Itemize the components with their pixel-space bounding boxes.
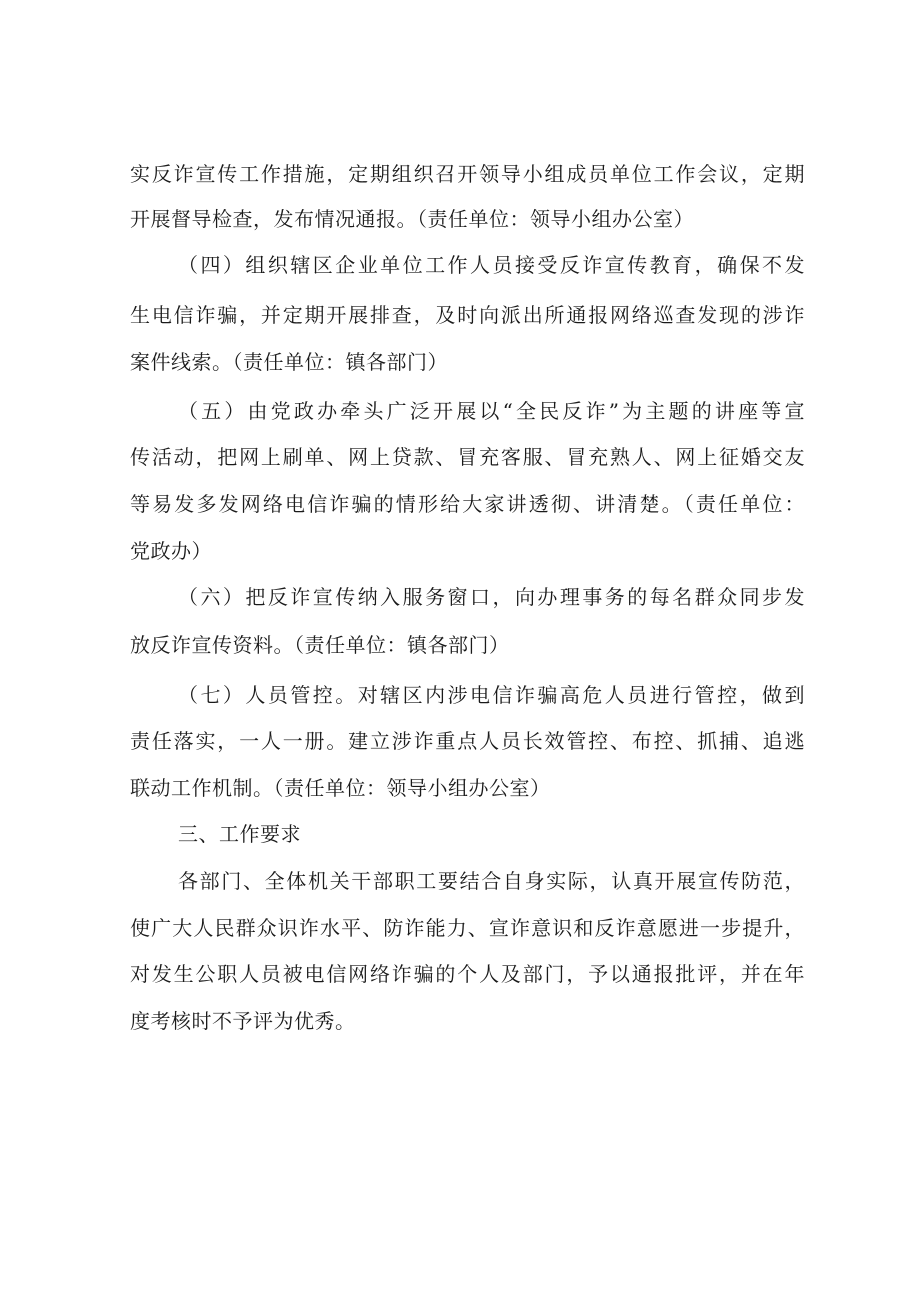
- text-line: 度考核时不予评为优秀。: [130, 1009, 356, 1033]
- text-line: 联动工作机制。（责任单位：领导小组办公室）: [130, 776, 551, 800]
- text-line: 放反诈宣传资料。（责任单位：镇各部门）: [130, 633, 510, 657]
- text-line: 使广大人民群众识诈水平、防诈能力、宣诈意识和反诈意愿进一步提升，: [130, 916, 805, 940]
- text-line: （五）由党政办牵头广泛开展以“全民反诈”为主题的讲座等宣: [178, 399, 805, 423]
- text-line: 案件线索。（责任单位：镇各部门）: [130, 350, 448, 374]
- text-line: 传活动，把网上刷单、网上贷款、冒充客服、冒充熟人、网上征婚交友: [130, 445, 805, 469]
- text-line: （七）人员管控。对辖区内涉电信诈骗高危人员进行管控，做到: [178, 683, 805, 707]
- section-heading: 三、工作要求: [178, 822, 301, 846]
- text-line: 实反诈宣传工作措施，定期组织召开领导小组成员单位工作会议，定期: [130, 162, 805, 186]
- text-line: 生电信诈骗，并定期开展排查，及时向派出所通报网络巡查发现的涉诈: [130, 303, 805, 327]
- text-line: 等易发多发网络电信诈骗的情形给大家讲透彻、讲清楚。（责任单位：: [130, 492, 805, 516]
- text-line: 责任落实，一人一册。建立涉诈重点人员长效管控、布控、抓捕、追逃: [130, 729, 805, 753]
- text-line: 对发生公职人员被电信网络诈骗的个人及部门，予以通报批评，并在年: [130, 962, 805, 986]
- text-line: 党政办）: [130, 539, 212, 563]
- text-line: 各部门、全体机关干部职工要结合自身实际，认真开展宣传防范，: [178, 869, 805, 893]
- text-line: （六）把反诈宣传纳入服务窗口，向办理事务的每名群众同步发: [178, 585, 805, 609]
- text-line: （四）组织辖区企业单位工作人员接受反诈宣传教育，确保不发: [178, 253, 805, 277]
- text-line: 开展督导检查，发布情况通报。（责任单位：领导小组办公室）: [130, 207, 694, 231]
